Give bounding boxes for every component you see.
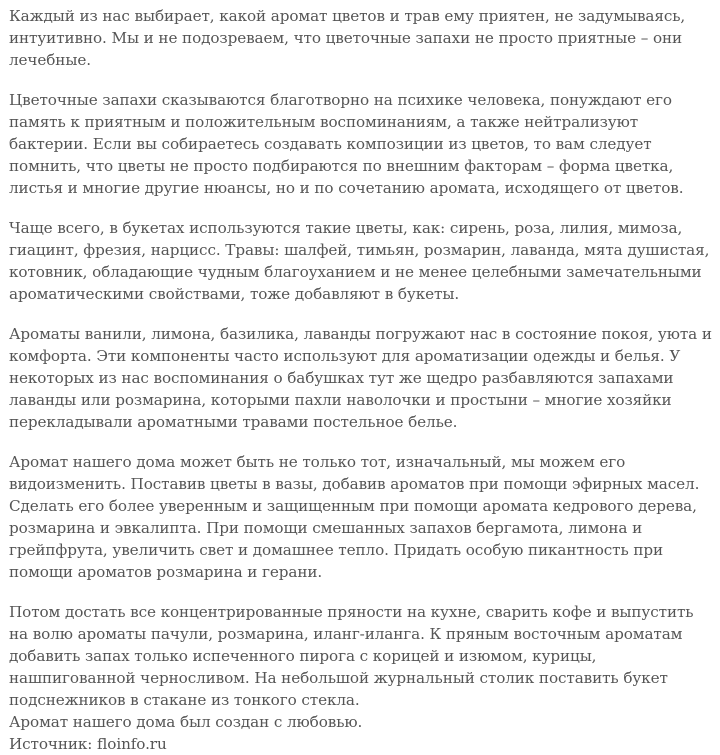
paragraph-calming-aromas: Ароматы ванили, лимона, базилика, лаванды погружают нас в состояние покоя, уюта и комфорта. Эти компоненты часто используют для ароматизации одежды и белья. У некоторых из нас воспоминания о бабушках тут же щедро разбавляются запахами лаванды или розмарина, которыми пахли наволочки и простыни – многие хозяйки перекладывали ароматными травами постельное белье. bbox=[9, 325, 712, 431]
paragraph-flower-scents: Цветочные запахи сказываются благотворно на психике человека, понуждают его память к приятным и положительным воспоминаниям, а также нейтрализуют бактерии. Если вы собираетесь создавать композиции из цветов, то вам следует помнить, что цветы не просто подбираются по внешним факторам – форма цветка, листья и многие другие нюансы, но и по сочетанию аромата, исходящего от цветов. bbox=[9, 91, 684, 197]
article-body bbox=[9, 5, 714, 755]
paragraph-intro: Каждый из нас выбирает, какой аромат цветов и трав ему приятен, не задумываясь, интуитивно. Мы и не подозреваем, что цветочные запахи не просто приятные – они лечебные. bbox=[9, 7, 686, 69]
paragraph-bouquet-flowers: Чаще всего, в букетах используются такие цветы, как: сирень, роза, лилия, мимоза, гиацинт, фрезия, нарцисс. Травы: шалфей, тимьян, розмарин, лаванда, мята душистая, котовник, обладающие чудным благоуханием и не менее целебными замечательными ароматическими свойствами, тоже добавляют в букеты. bbox=[9, 219, 710, 303]
paragraph-home-aroma: Аромат нашего дома может быть не только тот, изначальный, мы можем его видоизменить. Поставив цветы в вазы, добавив ароматов при помощи эфирных масел. Сделать его более уверенным и защищенным при помощи аромата кедрового дерева, розмарина и эвкалипта. При помощи смешанных запахов бергамота, лимона и грейпфрута, увеличить свет и домашнее тепло. Придать особую пикантность при помощи ароматов розмарина и герани. bbox=[9, 453, 700, 581]
closing-line: Аромат нашего дома был создан с любовью. bbox=[9, 713, 363, 731]
paragraph-spices: Потом достать все концентрированные пряности на кухне, сварить кофе и выпустить на волю ароматы пачули, розмарина, иланг-иланга. К пряным восточным ароматам добавить запах только испеченного пирога с корицей и изюмом, курицы, нашпигованной черносливом. На небольшой журнальный столик поставить букет подснежников в стакане из тонкого стекла. bbox=[9, 603, 694, 709]
source-line: Источник: floinfo.ru bbox=[9, 735, 167, 753]
